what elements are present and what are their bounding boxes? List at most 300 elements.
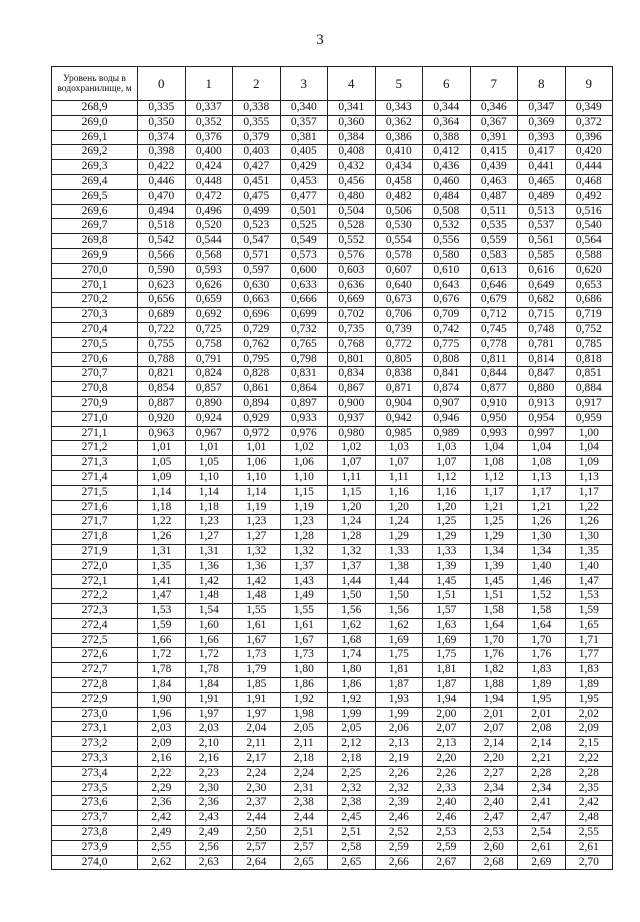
- table-row: [52, 737, 613, 752]
- table-cell: 0,532: [423, 219, 471, 234]
- header-cell: 2: [233, 67, 281, 101]
- table-cell: 2,07: [423, 722, 471, 737]
- table-cell: 0,976: [280, 426, 328, 441]
- table-cell: 0,963: [138, 426, 186, 441]
- table-cell: 1,25: [470, 515, 518, 530]
- water-level-cell: 273,8: [52, 826, 138, 841]
- table-cell: 1,90: [138, 692, 186, 707]
- table-cell: 0,525: [280, 219, 328, 234]
- table-cell: 1,01: [233, 441, 281, 456]
- table-row: [52, 130, 613, 145]
- table-cell: 1,24: [375, 515, 423, 530]
- water-level-cell: 270,5: [52, 337, 138, 352]
- table-cell: 1,01: [185, 441, 233, 456]
- table-cell: 2,26: [375, 766, 423, 781]
- table-cell: 1,34: [518, 544, 566, 559]
- table-cell: 1,13: [565, 470, 613, 485]
- table-cell: 0,729: [233, 322, 281, 337]
- table-cell: 1,87: [375, 678, 423, 693]
- table-row: [52, 115, 613, 130]
- table-cell: 0,616: [518, 263, 566, 278]
- table-cell: 2,40: [470, 796, 518, 811]
- table-cell: 1,62: [375, 618, 423, 633]
- table-cell: 1,58: [470, 604, 518, 619]
- table-row: [52, 515, 613, 530]
- table-cell: 0,391: [470, 130, 518, 145]
- table-cell: 0,880: [518, 382, 566, 397]
- header-cell: 0: [138, 67, 186, 101]
- table-cell: 1,46: [518, 574, 566, 589]
- table-cell: 2,65: [280, 855, 328, 870]
- table-cell: 0,702: [328, 308, 376, 323]
- table-cell: 0,492: [565, 189, 613, 204]
- table-cell: 1,43: [280, 574, 328, 589]
- table-cell: 0,633: [280, 278, 328, 293]
- table-cell: 1,27: [233, 530, 281, 545]
- table-cell: 0,959: [565, 411, 613, 426]
- table-cell: 0,989: [423, 426, 471, 441]
- table-cell: 2,64: [233, 855, 281, 870]
- table-cell: 2,28: [565, 766, 613, 781]
- table-cell: 0,367: [470, 115, 518, 130]
- table-row: [52, 174, 613, 189]
- table-cell: 2,41: [518, 796, 566, 811]
- table-cell: 1,04: [470, 441, 518, 456]
- table-cell: 0,643: [423, 278, 471, 293]
- table-cell: 0,597: [233, 263, 281, 278]
- table-cell: 2,11: [280, 737, 328, 752]
- table-cell: 1,02: [280, 441, 328, 456]
- table-cell: 2,06: [375, 722, 423, 737]
- table-cell: 1,36: [233, 559, 281, 574]
- table-cell: 1,51: [470, 589, 518, 604]
- table-cell: 0,484: [423, 189, 471, 204]
- table-cell: 0,980: [328, 426, 376, 441]
- water-level-cell: 273,5: [52, 781, 138, 796]
- table-cell: 0,877: [470, 382, 518, 397]
- water-level-cell: 273,7: [52, 811, 138, 826]
- water-level-cell: 271,9: [52, 544, 138, 559]
- table-cell: 1,36: [185, 559, 233, 574]
- table-cell: 1,03: [375, 441, 423, 456]
- table-cell: 0,580: [423, 248, 471, 263]
- table-cell: 1,70: [470, 633, 518, 648]
- table-cell: 0,699: [280, 308, 328, 323]
- table-cell: 0,398: [138, 145, 186, 160]
- table-cell: 0,556: [423, 234, 471, 249]
- water-level-cell: 269,2: [52, 145, 138, 160]
- table-cell: 0,785: [565, 337, 613, 352]
- table-row: [52, 426, 613, 441]
- table-cell: 0,364: [423, 115, 471, 130]
- table-cell: 0,808: [423, 352, 471, 367]
- water-level-cell: 269,4: [52, 174, 138, 189]
- water-level-cell: 272,2: [52, 589, 138, 604]
- table-row: [52, 544, 613, 559]
- table-cell: 0,890: [185, 396, 233, 411]
- table-cell: 0,424: [185, 160, 233, 175]
- table-cell: 2,67: [423, 855, 471, 870]
- table-cell: 0,475: [233, 189, 281, 204]
- table-cell: 2,25: [328, 766, 376, 781]
- table-cell: 1,57: [423, 604, 471, 619]
- table-row: [52, 352, 613, 367]
- table-cell: 1,32: [280, 544, 328, 559]
- table-cell: 1,18: [138, 500, 186, 515]
- table-row: [52, 322, 613, 337]
- table-cell: 2,03: [138, 722, 186, 737]
- table-row: [52, 160, 613, 175]
- table-cell: 1,06: [280, 456, 328, 471]
- table-cell: 0,393: [518, 130, 566, 145]
- table-cell: 0,499: [233, 204, 281, 219]
- table-row: [52, 752, 613, 767]
- table-cell: 1,80: [328, 663, 376, 678]
- table-cell: 0,735: [328, 322, 376, 337]
- table-cell: 0,762: [233, 337, 281, 352]
- table-cell: 2,14: [470, 737, 518, 752]
- table-cell: 0,907: [423, 396, 471, 411]
- table-cell: 2,57: [233, 840, 281, 855]
- header-cell: 4: [328, 67, 376, 101]
- table-cell: 2,18: [328, 752, 376, 767]
- table-cell: 2,22: [138, 766, 186, 781]
- table-cell: 1,44: [375, 574, 423, 589]
- water-level-cell: 269,8: [52, 234, 138, 249]
- table-cell: 2,37: [233, 796, 281, 811]
- table-cell: 0,410: [375, 145, 423, 160]
- table-cell: 0,369: [518, 115, 566, 130]
- table-cell: 2,45: [328, 811, 376, 826]
- table-cell: 0,689: [138, 308, 186, 323]
- table-cell: 0,427: [233, 160, 281, 175]
- table-row: [52, 604, 613, 619]
- table-row: [52, 337, 613, 352]
- table-cell: 1,45: [470, 574, 518, 589]
- water-level-cell: 273,9: [52, 840, 138, 855]
- table-cell: 2,61: [518, 840, 566, 855]
- table-cell: 2,01: [518, 707, 566, 722]
- water-level-cell: 269,0: [52, 115, 138, 130]
- header-row: [52, 67, 613, 101]
- table-cell: 1,97: [233, 707, 281, 722]
- table-cell: 1,39: [470, 559, 518, 574]
- table-cell: 0,568: [185, 248, 233, 263]
- table-cell: 0,456: [328, 174, 376, 189]
- table-cell: 2,47: [518, 811, 566, 826]
- table-cell: 0,722: [138, 322, 186, 337]
- table-cell: 2,16: [185, 752, 233, 767]
- table-cell: 0,523: [233, 219, 281, 234]
- table-cell: 0,603: [328, 263, 376, 278]
- table-cell: 1,52: [518, 589, 566, 604]
- table-cell: 0,520: [185, 219, 233, 234]
- table-cell: 1,04: [518, 441, 566, 456]
- table-cell: 2,13: [375, 737, 423, 752]
- table-cell: 0,706: [375, 308, 423, 323]
- table-cell: 1,86: [280, 678, 328, 693]
- table-row: [52, 722, 613, 737]
- water-level-cell: 270,7: [52, 367, 138, 382]
- table-row: [52, 855, 613, 870]
- table-cell: 0,841: [423, 367, 471, 382]
- table-cell: 1,47: [138, 589, 186, 604]
- table-cell: 1,73: [280, 648, 328, 663]
- table-cell: 1,17: [470, 485, 518, 500]
- table-cell: 1,06: [233, 456, 281, 471]
- table-cell: 0,821: [138, 367, 186, 382]
- table-row: [52, 382, 613, 397]
- table-cell: 0,805: [375, 352, 423, 367]
- table-cell: 1,66: [138, 633, 186, 648]
- table-row: [52, 219, 613, 234]
- table-cell: 0,472: [185, 189, 233, 204]
- table-cell: 0,374: [138, 130, 186, 145]
- table-cell: 0,571: [233, 248, 281, 263]
- table-cell: 0,477: [280, 189, 328, 204]
- table-cell: 0,933: [280, 411, 328, 426]
- table-cell: 1,33: [375, 544, 423, 559]
- table-cell: 0,573: [280, 248, 328, 263]
- table-cell: 0,412: [423, 145, 471, 160]
- water-level-table: [51, 66, 613, 870]
- table-cell: 1,51: [423, 589, 471, 604]
- table-cell: 1,13: [518, 470, 566, 485]
- table-cell: 2,18: [280, 752, 328, 767]
- table-cell: 0,508: [423, 204, 471, 219]
- table-cell: 1,05: [185, 456, 233, 471]
- table-cell: 1,23: [233, 515, 281, 530]
- table-cell: 0,528: [328, 219, 376, 234]
- table-cell: 2,10: [185, 737, 233, 752]
- table-cell: 2,52: [375, 826, 423, 841]
- table-cell: 1,32: [328, 544, 376, 559]
- table-cell: 0,487: [470, 189, 518, 204]
- table-cell: 0,585: [518, 248, 566, 263]
- table-cell: 0,847: [518, 367, 566, 382]
- table-cell: 1,99: [328, 707, 376, 722]
- water-level-cell: 269,1: [52, 130, 138, 145]
- table-cell: 1,66: [185, 633, 233, 648]
- table-cell: 0,686: [565, 293, 613, 308]
- table-cell: 1,95: [518, 692, 566, 707]
- table-cell: 1,37: [280, 559, 328, 574]
- table-cell: 2,09: [565, 722, 613, 737]
- table-cell: 0,798: [280, 352, 328, 367]
- table-cell: 0,420: [565, 145, 613, 160]
- table-cell: 0,504: [328, 204, 376, 219]
- water-level-cell: 271,0: [52, 411, 138, 426]
- table-cell: 1,20: [423, 500, 471, 515]
- table-row: [52, 796, 613, 811]
- table-cell: 2,07: [470, 722, 518, 737]
- table-cell: 1,60: [185, 618, 233, 633]
- table-cell: 2,70: [565, 855, 613, 870]
- table-cell: 0,552: [328, 234, 376, 249]
- table-cell: 0,578: [375, 248, 423, 263]
- table-cell: 0,444: [565, 160, 613, 175]
- table-cell: 0,831: [280, 367, 328, 382]
- water-level-cell: 270,8: [52, 382, 138, 397]
- table-cell: 1,84: [138, 678, 186, 693]
- table-cell: 0,496: [185, 204, 233, 219]
- table-cell: 0,349: [565, 101, 613, 116]
- table-cell: 2,08: [518, 722, 566, 737]
- table-cell: 1,26: [518, 515, 566, 530]
- table-cell: 0,415: [470, 145, 518, 160]
- water-level-cell: 272,3: [52, 604, 138, 619]
- table-cell: 1,35: [565, 544, 613, 559]
- water-level-cell: 272,1: [52, 574, 138, 589]
- table-cell: 0,610: [423, 263, 471, 278]
- table-cell: 0,465: [518, 174, 566, 189]
- table-cell: 1,47: [565, 574, 613, 589]
- table-cell: 1,80: [280, 663, 328, 678]
- table-cell: 2,34: [470, 781, 518, 796]
- table-cell: 1,56: [328, 604, 376, 619]
- table-cell: 1,23: [280, 515, 328, 530]
- table-cell: 0,583: [470, 248, 518, 263]
- table-cell: 1,75: [375, 648, 423, 663]
- table-cell: 0,929: [233, 411, 281, 426]
- table-cell: 1,68: [328, 633, 376, 648]
- table-cell: 1,61: [233, 618, 281, 633]
- table-row: [52, 308, 613, 323]
- table-cell: 0,630: [233, 278, 281, 293]
- table-cell: 2,38: [328, 796, 376, 811]
- water-level-cell: 270,0: [52, 263, 138, 278]
- table-cell: 0,335: [138, 101, 186, 116]
- table-cell: 1,94: [470, 692, 518, 707]
- table-cell: 1,41: [138, 574, 186, 589]
- table-cell: 0,388: [423, 130, 471, 145]
- water-level-cell: 269,7: [52, 219, 138, 234]
- water-level-cell: 270,6: [52, 352, 138, 367]
- table-cell: 2,16: [138, 752, 186, 767]
- table-cell: 0,501: [280, 204, 328, 219]
- table-cell: 1,50: [328, 589, 376, 604]
- table-cell: 0,659: [185, 293, 233, 308]
- header-cell: 6: [423, 67, 471, 101]
- table-cell: 1,53: [138, 604, 186, 619]
- table-cell: 0,446: [138, 174, 186, 189]
- table-header: [52, 67, 613, 101]
- table-row: [52, 204, 613, 219]
- header-cell: 3: [280, 67, 328, 101]
- table-row: [52, 826, 613, 841]
- table-cell: 1,92: [280, 692, 328, 707]
- table-cell: 1,19: [280, 500, 328, 515]
- table-cell: 0,362: [375, 115, 423, 130]
- table-cell: 2,48: [565, 811, 613, 826]
- table-cell: 1,10: [280, 470, 328, 485]
- table-cell: 1,26: [565, 515, 613, 530]
- table-cell: 0,379: [233, 130, 281, 145]
- water-level-cell: 273,0: [52, 707, 138, 722]
- table-cell: 0,530: [375, 219, 423, 234]
- table-cell: 0,626: [185, 278, 233, 293]
- table-cell: 0,344: [423, 101, 471, 116]
- table-cell: 0,439: [470, 160, 518, 175]
- table-cell: 0,894: [233, 396, 281, 411]
- table-row: [52, 589, 613, 604]
- table-cell: 1,40: [565, 559, 613, 574]
- water-level-cell: 271,7: [52, 515, 138, 530]
- table-cell: 0,834: [328, 367, 376, 382]
- table-cell: 0,384: [328, 130, 376, 145]
- table-cell: 0,458: [375, 174, 423, 189]
- table-cell: 0,818: [565, 352, 613, 367]
- table-cell: 1,08: [470, 456, 518, 471]
- table-cell: 1,84: [185, 678, 233, 693]
- table-cell: 1,96: [138, 707, 186, 722]
- table-cell: 2,12: [328, 737, 376, 752]
- table-cell: 1,59: [138, 618, 186, 633]
- table-cell: 2,38: [280, 796, 328, 811]
- table-cell: 1,19: [233, 500, 281, 515]
- table-cell: 1,83: [565, 663, 613, 678]
- table-cell: 1,29: [423, 530, 471, 545]
- table-cell: 0,376: [185, 130, 233, 145]
- table-cell: 1,67: [233, 633, 281, 648]
- table-cell: 1,81: [375, 663, 423, 678]
- table-cell: 0,871: [375, 382, 423, 397]
- water-level-cell: 269,6: [52, 204, 138, 219]
- table-row: [52, 811, 613, 826]
- table-cell: 1,49: [280, 589, 328, 604]
- water-level-cell: 272,5: [52, 633, 138, 648]
- table-cell: 1,53: [565, 589, 613, 604]
- table-cell: 1,07: [375, 456, 423, 471]
- table-cell: 2,51: [280, 826, 328, 841]
- water-level-cell: 272,7: [52, 663, 138, 678]
- table-cell: 0,739: [375, 322, 423, 337]
- water-level-cell: 273,4: [52, 766, 138, 781]
- table-cell: 0,436: [423, 160, 471, 175]
- table-cell: 1,89: [518, 678, 566, 693]
- table-row: [52, 248, 613, 263]
- water-level-cell: 268,9: [52, 101, 138, 116]
- table-cell: 1,42: [233, 574, 281, 589]
- table-row: [52, 707, 613, 722]
- table-cell: 0,396: [565, 130, 613, 145]
- table-cell: 1,17: [565, 485, 613, 500]
- water-level-cell: 273,2: [52, 737, 138, 752]
- table-cell: 0,494: [138, 204, 186, 219]
- table-cell: 1,09: [565, 456, 613, 471]
- table-cell: 1,48: [233, 589, 281, 604]
- water-level-cell: 271,2: [52, 441, 138, 456]
- table-cell: 1,35: [138, 559, 186, 574]
- table-cell: 0,588: [565, 248, 613, 263]
- table-cell: 1,76: [518, 648, 566, 663]
- table-cell: 0,640: [375, 278, 423, 293]
- table-cell: 2,44: [280, 811, 328, 826]
- table-cell: 2,62: [138, 855, 186, 870]
- table-cell: 0,338: [233, 101, 281, 116]
- table-row: [52, 263, 613, 278]
- table-row: [52, 411, 613, 426]
- table-cell: 0,758: [185, 337, 233, 352]
- table-cell: 0,422: [138, 160, 186, 175]
- table-row: [52, 766, 613, 781]
- table-cell: 1,30: [565, 530, 613, 545]
- table-cell: 2,49: [138, 826, 186, 841]
- table-cell: 0,468: [565, 174, 613, 189]
- table-cell: 0,913: [518, 396, 566, 411]
- table-cell: 0,482: [375, 189, 423, 204]
- table-cell: 1,70: [518, 633, 566, 648]
